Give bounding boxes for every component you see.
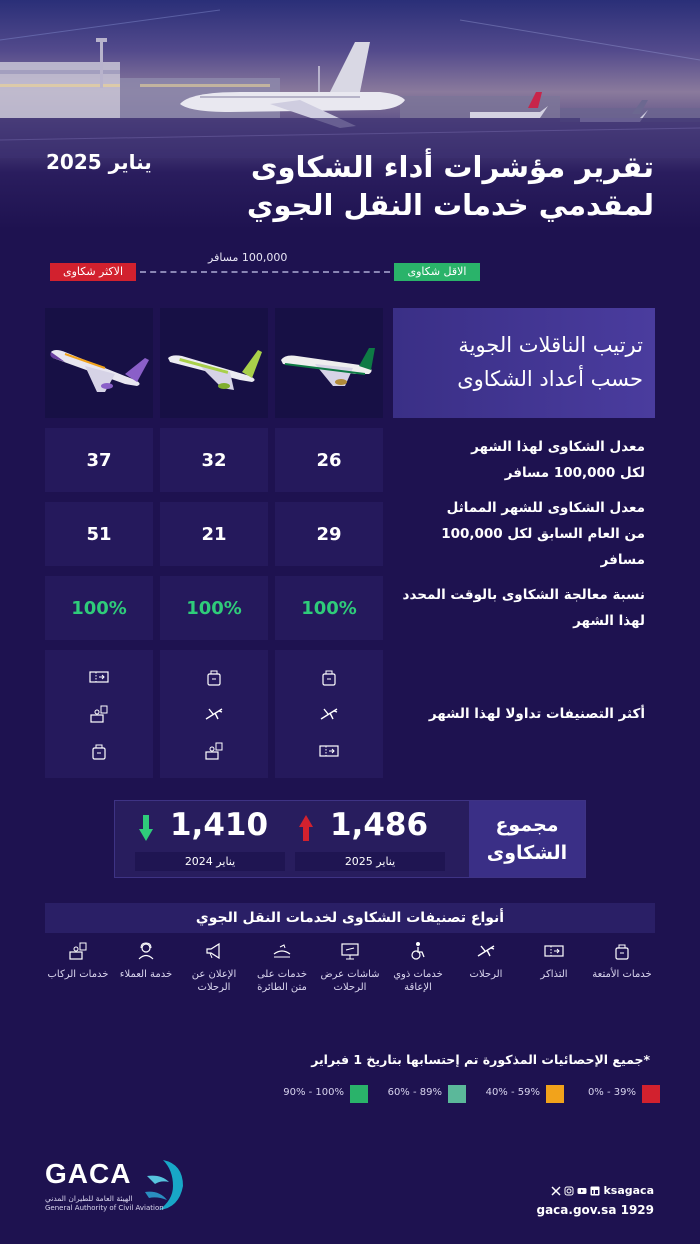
table-row-last-year-rate (45, 502, 655, 566)
instagram-icon[interactable] (564, 1186, 574, 1196)
page-title (234, 148, 654, 224)
ticket-icon (543, 940, 565, 962)
legend-label: 90% - 100% (283, 1087, 344, 1098)
category-item (181, 940, 247, 994)
category-label: الإعلان عن الرحلات (191, 969, 237, 993)
gaca-logo (45, 1156, 195, 1216)
legend-swatch (546, 1085, 564, 1103)
customer-service-icon (67, 940, 89, 962)
flight-icon (475, 940, 497, 962)
category-label: خدمات الركاب (47, 969, 109, 980)
total-label-line-1: مجموع (495, 814, 559, 836)
flight-icon (318, 703, 340, 725)
baggage-icon (318, 666, 340, 688)
legend-item (387, 1085, 466, 1103)
legend-swatch (350, 1085, 368, 1103)
logo-arabic-name: الهيئة العامة للطيران المدني (45, 1194, 133, 1203)
title-line-2: لمقدمي خدمات النقل الجوي (246, 188, 654, 222)
category-label: خدمات الأمتعة (592, 969, 652, 980)
youtube-icon[interactable] (577, 1186, 587, 1196)
ranking-title-line-1: ترتيب الناقلات الجوية (458, 333, 643, 357)
most-complaints-tag: الاكثر شكاوى (50, 263, 136, 281)
total-current-value: 1,486 (329, 807, 429, 843)
logo-english-name: General Authority of Civil Aviation (45, 1204, 164, 1212)
categories-title: أنواع تصنيفات الشكاوى لخدمات النقل الجوي (45, 903, 655, 933)
legend-label: 40% - 59% (485, 1087, 540, 1098)
airline-ranking-header (45, 308, 655, 418)
category-item (45, 940, 111, 981)
table-row-monthly-rate (45, 428, 655, 492)
category-item (521, 940, 587, 981)
baggage-icon (88, 740, 110, 762)
accessibility-icon (407, 940, 429, 962)
flight-icon (203, 703, 225, 725)
total-complaints-panel (114, 800, 586, 878)
value-cell: 32 (160, 428, 268, 492)
legend-label: 0% - 39% (587, 1087, 636, 1098)
flyadeal-plane-icon (45, 308, 153, 418)
value-cell: 100% (275, 576, 383, 640)
category-item (317, 940, 383, 994)
logo-text: GACA (45, 1158, 132, 1189)
ranking-title-line-2: حسب أعداد الشكاوى (457, 367, 643, 391)
saudia-plane-icon (275, 308, 383, 418)
row-label (400, 576, 645, 640)
category-icons-cell (275, 650, 383, 778)
row-label-line-2: لهذا الشهر (573, 613, 645, 629)
total-label-line-2: الشكاوى (486, 842, 568, 864)
total-current (295, 807, 445, 871)
legend-label: 60% - 89% (387, 1087, 442, 1098)
row-label-line-1: أكثر التصنيفات تداولا لهذا الشهر (428, 706, 645, 722)
category-label: التذاكر (540, 969, 568, 980)
row-label (400, 428, 645, 492)
table-row-top-categories (45, 650, 655, 778)
display-screen-icon (339, 940, 361, 962)
report-date: يناير 2025 (46, 150, 152, 174)
category-label: الرحلات (469, 969, 503, 980)
total-previous-period: يناير 2024 (135, 852, 285, 871)
flynas-plane-icon (160, 308, 268, 418)
footnote: *جميع الإحصائيات المذكورة تم إحتسابها بتاريخ 1 فبراير (311, 1052, 650, 1067)
ranking-title (393, 308, 655, 418)
complaints-scale (50, 251, 650, 285)
per-passengers-label: 100,000 مسافر (208, 251, 288, 264)
baggage-icon (611, 940, 633, 962)
row-label-line-1: معدل الشكاوى لهذا الشهر (471, 439, 645, 455)
category-label: شاشات عرض الرحلات (320, 969, 380, 993)
customer-icon (135, 940, 157, 962)
category-icons-cell (45, 650, 153, 778)
category-item (453, 940, 519, 981)
total-previous-value: 1,410 (169, 807, 269, 843)
legend-item (485, 1085, 564, 1103)
category-item (249, 940, 315, 994)
legend-item (587, 1085, 660, 1103)
social-handle[interactable]: ksagaca (603, 1184, 654, 1197)
category-item (113, 940, 179, 981)
value-cell: 37 (45, 428, 153, 492)
value-cell: 29 (275, 502, 383, 566)
onboard-service-icon (271, 940, 293, 962)
customer-service-icon (88, 703, 110, 725)
baggage-icon (203, 666, 225, 688)
value-cell: 21 (160, 502, 268, 566)
category-label: خدمات ذوي الإعاقة (393, 969, 443, 993)
row-label-line-2: من العام السابق لكل 100,000 مسافر (441, 526, 645, 568)
row-label (400, 502, 645, 566)
row-label-line-2: لكل 100,000 مسافر (504, 465, 645, 481)
scale-dashed-line (140, 271, 390, 273)
x-icon[interactable] (551, 1186, 561, 1196)
title-line-1: تقرير مؤشرات أداء الشكاوى (250, 150, 654, 184)
legend-swatch (448, 1085, 466, 1103)
total-complaints-label (469, 801, 585, 877)
total-previous (135, 807, 285, 871)
website-and-hotline[interactable]: gaca.gov.sa 1929 (536, 1203, 654, 1217)
category-label: خدمة العملاء (119, 969, 173, 980)
category-item (385, 940, 451, 994)
social-links (536, 1184, 654, 1217)
row-label (400, 650, 645, 778)
legend-item (280, 1085, 368, 1103)
ticket-icon (88, 666, 110, 688)
category-icons-cell (160, 650, 268, 778)
percentage-legend (280, 1085, 660, 1103)
total-current-period: يناير 2025 (295, 852, 445, 871)
table-row-resolution-rate (45, 576, 655, 640)
value-cell: 26 (275, 428, 383, 492)
value-cell: 100% (45, 576, 153, 640)
linkedin-icon[interactable] (590, 1186, 600, 1196)
value-cell: 51 (45, 502, 153, 566)
categories-list (45, 940, 655, 1010)
row-label-line-1: نسبة معالجة الشكاوى بالوقت المحدد (402, 587, 645, 603)
least-complaints-tag: الاقل شكاوى (394, 263, 480, 281)
value-cell: 100% (160, 576, 268, 640)
legend-swatch (642, 1085, 660, 1103)
category-item (589, 940, 655, 981)
megaphone-icon (203, 940, 225, 962)
row-label-line-1: معدل الشكاوى للشهر المماثل (446, 500, 645, 516)
ticket-icon (318, 740, 340, 762)
customer-service-icon (203, 740, 225, 762)
category-label: خدمات على متن الطائرة (256, 969, 308, 993)
